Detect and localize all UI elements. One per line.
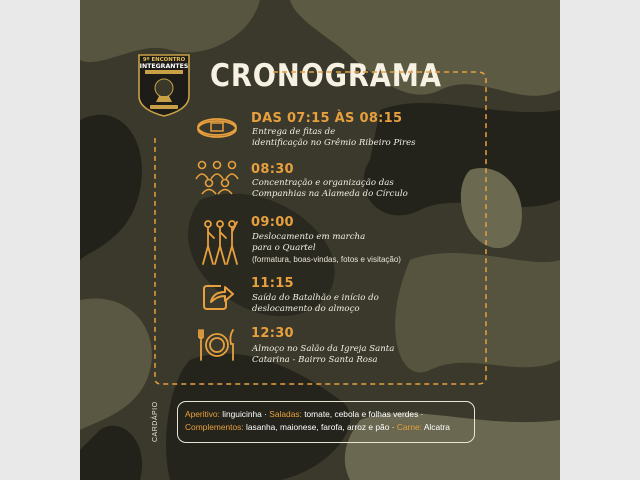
menu-line-1: Aperitivo: linguicinha · Saladas: tomate, cebola e folhas verdes · (185, 409, 424, 419)
schedule-desc-1: Entrega de fitas de identificação no Grêmio Ribeiro Pires (252, 127, 416, 148)
poster (80, 0, 560, 480)
schedule-time-1: DAS 07:15 ÀS 08:15 (251, 111, 403, 126)
schedule-time-2: 08:30 (251, 162, 294, 177)
schedule-time-5: 12:30 (251, 326, 294, 341)
marching-soldiers-icon (200, 218, 240, 268)
wristband-icon (196, 114, 238, 144)
plate-cutlery-icon (198, 328, 236, 362)
badge-line1: 9º ENCONTRO (142, 57, 186, 63)
group-people-icon (194, 159, 240, 195)
schedule-desc-4: Saída do Batalhão e início do deslocamento do almoço (252, 293, 379, 314)
schedule-desc-3: Deslocamento em marcha para o Quartel (formatura, boas-vindas, fotos e visitação) (252, 232, 401, 264)
schedule-time-3: 09:00 (251, 215, 294, 230)
badge-line2: INTEGRANTES (139, 63, 189, 70)
schedule-desc-2: Concentração e organização das Companhias na Alameda do Círculo (252, 178, 408, 199)
schedule-desc-5: Almoço no Salão da Igreja Santa Catarina - Bairro Santa Rosa (252, 344, 395, 365)
page-title: CRONOGRAMA (210, 58, 442, 94)
menu-line-2: Complementos: lasanha, maionese, farofa, arroz e pão · Carne: Alcatra (185, 422, 450, 432)
menu-label: CARDÁPIO (152, 401, 159, 442)
exit-arrow-icon (201, 282, 235, 312)
schedule-time-4: 11:15 (251, 276, 294, 291)
